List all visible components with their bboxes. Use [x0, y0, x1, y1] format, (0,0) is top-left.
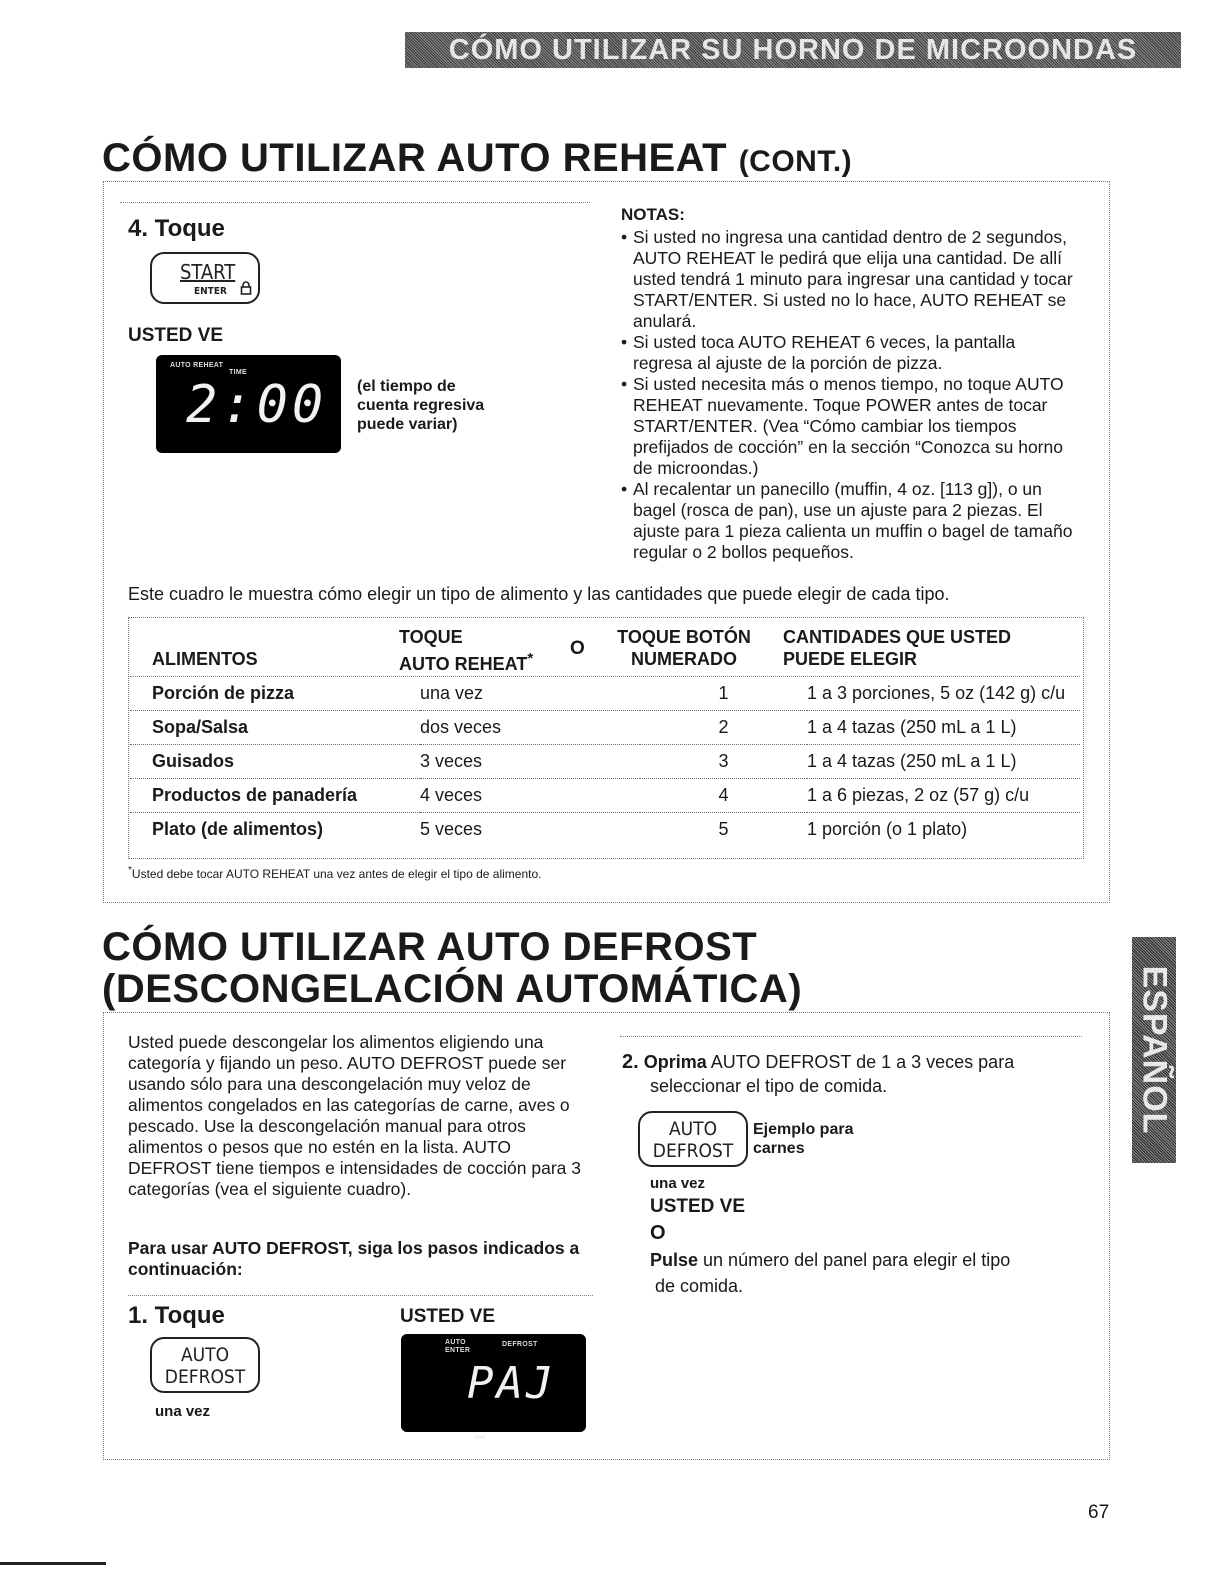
caption-line: carnes [753, 1140, 805, 1157]
side-tab-label: ESPAÑOL [1135, 965, 1174, 1135]
cell-food: Porción de pizza [130, 677, 420, 711]
defrost-intro-bold: Para usar AUTO DEFROST, siga los pasos indicados a continuación: [128, 1238, 580, 1279]
defrost-display [401, 1334, 586, 1460]
title-cont: (CONT.) [738, 145, 853, 178]
header-line: AUTO REHEAT [399, 654, 528, 674]
auto-defrost-button[interactable] [150, 1337, 260, 1393]
header-food: ALIMENTOS [152, 649, 258, 669]
header-line: TOQUE [399, 627, 463, 647]
cell-times: 5 veces [420, 819, 483, 839]
food-table [130, 677, 1080, 846]
cell-quantity: 1 porción (o 1 plato) [807, 819, 968, 839]
table-row [130, 813, 1080, 847]
caption-line: puede variar) [357, 416, 458, 433]
cell-quantity: 1 a 4 tazas (250 mL a 1 L) [807, 745, 1080, 779]
display-enter: ENTER [445, 1347, 471, 1354]
pulse-rest: un número del panel para elegir el tipo [698, 1250, 1011, 1270]
cell-number: 2 [640, 711, 807, 745]
display-auto: AUTO [445, 1339, 466, 1346]
header-numbered [609, 626, 759, 670]
auto-defrost-button-example[interactable] [638, 1111, 748, 1167]
header-line: PUEDE ELEGIR [783, 649, 918, 669]
cell-quantity: 1 a 3 porciones, 5 oz (142 g) c/u [807, 677, 1080, 711]
table-row [130, 745, 1080, 779]
note-item: • Si usted no ingresa una cantidad dentro de 2 segundos, AUTO REHEAT le pedirá que elija una cantidad. De allí usted tendrá 1 minuto para ingresar una cantidad y tocar START/ENTER. Si usted no lo hace, AUTO REHEAT se anulará. [621, 227, 1076, 332]
divider [120, 202, 590, 203]
defrost-intro: Usted puede descongelar los alimentos eligiendo una categoría y fijando un peso. AUTO DEFROST puede ser usando sólo para una descongelación muy veloz de alimentos congelados en las categorías de carne, aves o pescado. Use la descongelación manual para otros alimentos o pesos que no estén en la lista. AUTO DEFROST tiene tiempos e intensidades de cocción para 3 categorías (vea el siguiente cuadro). [128, 1032, 581, 1199]
step4-label: 4. Toque [128, 215, 225, 242]
button-line: AUTO [668, 1118, 718, 1140]
button-line: DEFROST [164, 1366, 246, 1388]
cell-food: Guisados [130, 745, 420, 779]
pulse-text [650, 1250, 1010, 1271]
cell-times: 3 veces [420, 745, 640, 779]
footnote-text: Usted debe tocar AUTO REHEAT una vez antes de elegir el tipo de alimento. [131, 867, 542, 881]
button-line: DEFROST [652, 1140, 734, 1162]
caption-line: cuenta regresiva [357, 397, 485, 414]
start-label: START [180, 260, 236, 284]
cell-number: 4 [640, 779, 807, 813]
display-value: 2:00 [186, 375, 328, 435]
display-auto-reheat: AUTO REHEAT [170, 362, 224, 369]
usted-ve-label: USTED VE [128, 325, 224, 346]
cell-times: 4 veces [420, 779, 640, 813]
display-defrost: DEFROST [502, 1341, 538, 1348]
table-footnote [128, 865, 541, 881]
cell-times: dos veces [420, 711, 640, 745]
divider [620, 1036, 1082, 1037]
display-caption [357, 377, 484, 434]
cell-number: 1 [640, 677, 807, 711]
step2-bold: Oprima [643, 1052, 707, 1072]
title-line2: (DESCONGELACIÓN AUTOMÁTICA) [102, 967, 803, 1011]
cell-food: Plato (de alimentos) [152, 819, 324, 839]
usted-ve-label: USTED VE [400, 1306, 496, 1327]
title-line1: CÓMO UTILIZAR AUTO DEFROST [102, 925, 758, 969]
pulse-bold: Pulse [650, 1250, 699, 1270]
step2-text2: seleccionar el tipo de comida. [650, 1076, 888, 1096]
enter-label: ENTER [194, 286, 227, 297]
title-main: CÓMO UTILIZAR AUTO REHEAT [102, 136, 728, 180]
table-row [130, 711, 1080, 745]
start-enter-button[interactable] [150, 252, 260, 304]
cell-quantity: 1 a 4 tazas (250 mL a 1 L) [807, 711, 1080, 745]
table-row [130, 677, 1080, 711]
header-line: CANTIDADES QUE USTED [783, 627, 1012, 647]
cell-number: 3 [640, 745, 807, 779]
notes-title: NOTAS: [621, 205, 685, 224]
header-quantities [783, 626, 1011, 670]
cell-food: Sopa/Salsa [130, 711, 420, 745]
footnote-mark: * [128, 865, 132, 876]
caption-line: Ejemplo para [753, 1121, 854, 1138]
button-line: AUTO [180, 1344, 230, 1366]
step1-label: 1. Toque [128, 1302, 225, 1329]
section-banner: CÓMO UTILIZAR SU HORNO DE MICROONDAS [405, 32, 1181, 68]
page-title-defrost [102, 926, 802, 1010]
note-item: • Si usted toca AUTO REHEAT 6 veces, la pantalla regresa al ajuste de la porción de pizza. [621, 332, 1076, 374]
cell-number: 5 [718, 819, 729, 839]
cell-quantity: 1 a 6 piezas, 2 oz (57 g) c/u [807, 779, 1080, 813]
header-toque [399, 626, 533, 675]
una-vez-label: una vez [155, 1403, 211, 1420]
cell-times: una vez [420, 677, 640, 711]
page-number: 67 [1088, 1502, 1110, 1523]
asterisk: * [527, 650, 534, 667]
bottom-rule [0, 1562, 106, 1565]
step2-text [622, 1052, 1014, 1073]
or-label: O [650, 1222, 666, 1244]
display-value: PAJ - [467, 1358, 556, 1460]
header-line: TOQUE BOTÓN [617, 627, 751, 647]
header-o: O [570, 638, 585, 659]
cell-food: Productos de panadería [130, 779, 420, 813]
usted-ve-label-2: USTED VE [650, 1196, 746, 1217]
step2-rest: AUTO DEFROST de 1 a 3 veces para [706, 1052, 1015, 1072]
pulse-text2: de comida. [655, 1276, 744, 1296]
display-time: TIME [229, 369, 247, 376]
note-item: • Si usted necesita más o menos tiempo, no toque AUTO REHEAT nuevamente. Toque POWER antes de tocar START/ENTER. (Vea “Cómo cambiar los tiempos prefijados de cocción” en la sección “Conozca su horno de microondas.) [621, 374, 1076, 479]
oven-display [156, 355, 341, 453]
page-title-reheat [102, 137, 852, 183]
divider [128, 1295, 593, 1296]
table-row [130, 779, 1080, 813]
notes-section [621, 204, 1076, 563]
caption-line: (el tiempo de [357, 378, 456, 395]
header-line: NUMERADO [631, 649, 737, 669]
lock-icon [240, 280, 250, 292]
chart-intro: Este cuadro le muestra cómo elegir un tipo de alimento y las cantidades que puede elegir de cada tipo. [128, 584, 950, 604]
una-vez-label-2: una vez [650, 1175, 706, 1192]
step2-number: 2. [622, 1051, 639, 1073]
example-caption [753, 1120, 853, 1158]
note-item: • Al recalentar un panecillo (muffin, 4 oz. [113 g]), o un bagel (rosca de pan), use un ajuste para 2 piezas. El ajuste para 1 pieza calienta un muffin o bagel de tamaño regular o 2 bollos pequeños. [621, 479, 1076, 563]
language-side-tab [1132, 937, 1176, 1163]
